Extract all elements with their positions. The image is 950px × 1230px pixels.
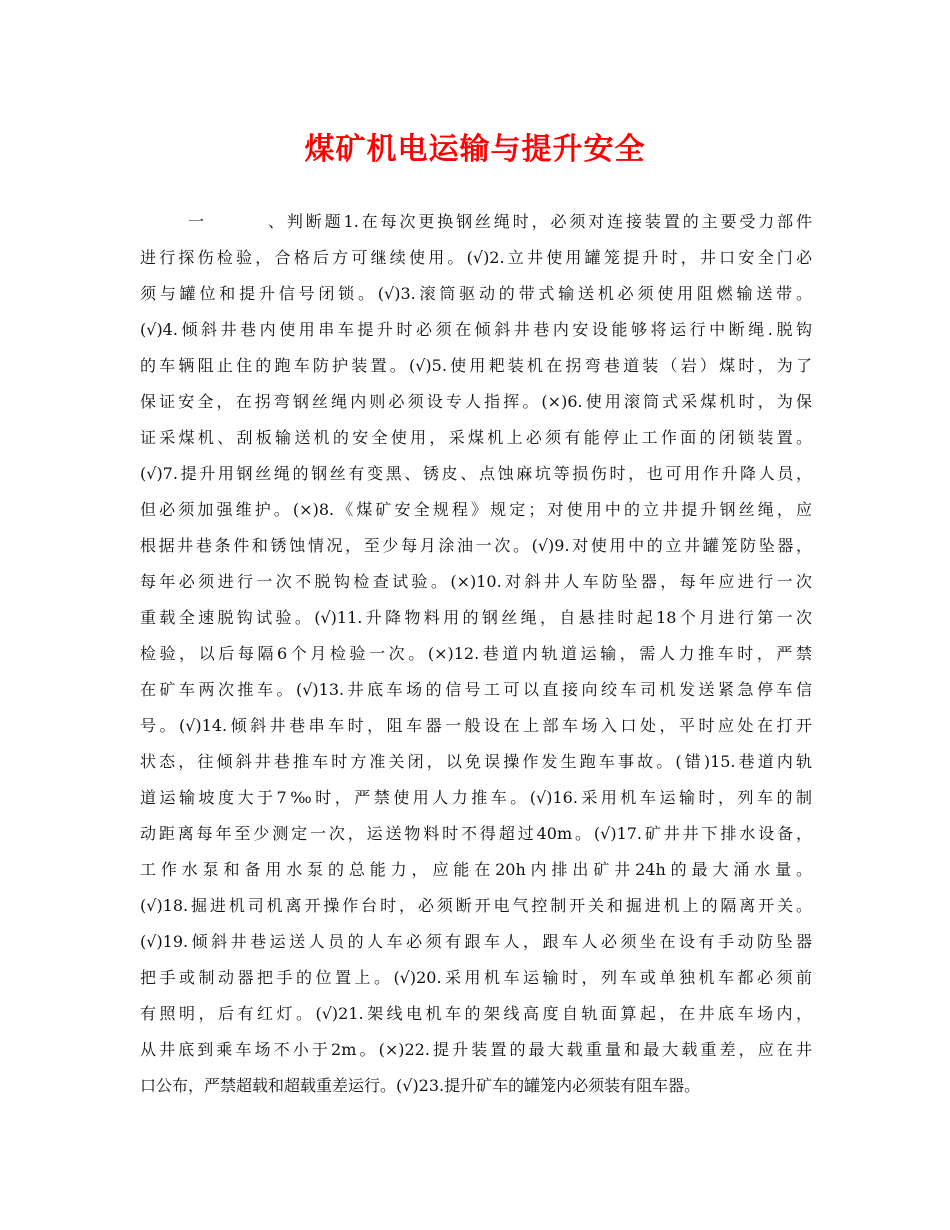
body-line: (√)7.提升用钢丝绳的钢丝有变黑、锈皮、点蚀麻坑等损伤时，也可用作升降人员，	[140, 464, 812, 483]
body-line: 检验，以后每隔6个月检验一次。(×)12.巷道内轨道运输，需人力推车时，严禁	[140, 644, 812, 663]
body-line: 每年必须进行一次不脱钩检查试验。(×)10.对斜井人车防坠器，每年应进行一次	[140, 572, 812, 591]
body-line: 的车辆阻止住的跑车防护装置。(√)5.使用耙装机在拐弯巷道装（岩）煤时，为了	[140, 356, 812, 375]
body-line: 从井底到乘车场不小于2m。(×)22.提升装置的最大载重量和最大载重差，应在井	[140, 1040, 812, 1059]
body-line: (√)19.倾斜井巷运送人员的人车必须有跟车人，跟车人必须坐在设有手动防坠器	[140, 932, 812, 951]
body-line: 有照明，后有红灯。(√)21.架线电机车的架线高度自轨面算起，在井底车场内，	[140, 1004, 812, 1023]
document-title: 煤矿机电运输与提升安全	[304, 132, 646, 167]
body-line: 但必须加强维护。(×)8.《煤矿安全规程》规定；对使用中的立井提升钢丝绳，应	[140, 500, 812, 519]
body-line: 保证安全，在拐弯钢丝绳内则必须设专人指挥。(×)6.使用滚筒式采煤机时，为保	[140, 392, 812, 411]
body-line: (√)4.倾斜井巷内使用串车提升时必须在倾斜井巷内安设能够将运行中断绳.脱钩	[140, 320, 812, 339]
body-line: 把手或制动器把手的位置上。(√)20.采用机车运输时，列车或单独机车都必须前	[140, 968, 812, 987]
body-line: 道运输坡度大于7‰时，严禁使用人力推车。(√)16.采用机车运输时，列车的制	[140, 788, 812, 807]
body-line: 在矿车两次推车。(√)13.井底车场的信号工可以直接向绞车司机发送紧急停车信	[140, 680, 812, 699]
body-line: (√)18.掘进机司机离开操作台时，必须断开电气控制开关和掘进机上的隔离开关。	[140, 896, 812, 915]
body-line: 状态，往倾斜井巷推车时方准关闭，以免误操作发生跑车事故。(错)15.巷道内轨	[140, 752, 812, 771]
body-line: 重载全速脱钩试验。(√)11.升降物料用的钢丝绳，自悬挂时起18个月进行第一次	[140, 608, 812, 627]
body-line: 号。(√)14.倾斜井巷串车时，阻车器一般设在上部车场入口处，平时应处在打开	[140, 716, 812, 735]
body-line: 动距离每年至少测定一次，运送物料时不得超过40m。(√)17.矿井井下排水设备，	[140, 824, 812, 843]
body-line: 工作水泵和备用水泵的总能力，应能在20h内排出矿井24h的最大涌水量。	[140, 860, 812, 879]
section-marker: 一、	[188, 212, 284, 231]
body-line: 进行探伤检验，合格后方可继续使用。(√)2.立井使用罐笼提升时，井口安全门必	[140, 248, 812, 267]
body-line-text: 判断题1.在每次更换钢丝绳时，必须对连接装置的主要受力部件	[284, 212, 812, 231]
document-body	[140, 204, 812, 1104]
body-line: 根据井巷条件和锈蚀情况，至少每月涂油一次。(√)9.对使用中的立井罐笼防坠器，	[140, 536, 812, 555]
body-line: 口公布，严禁超载和超载重差运行。(√)23.提升矿车的罐笼内必须装有阻车器。	[140, 1076, 701, 1095]
body-line	[140, 204, 812, 240]
body-line: 须与罐位和提升信号闭锁。(√)3.滚筒驱动的带式输送机必须使用阻燃输送带。	[140, 284, 812, 303]
body-line: 证采煤机、刮板输送机的安全使用，采煤机上必须有能停止工作面的闭锁装置。	[140, 428, 812, 447]
